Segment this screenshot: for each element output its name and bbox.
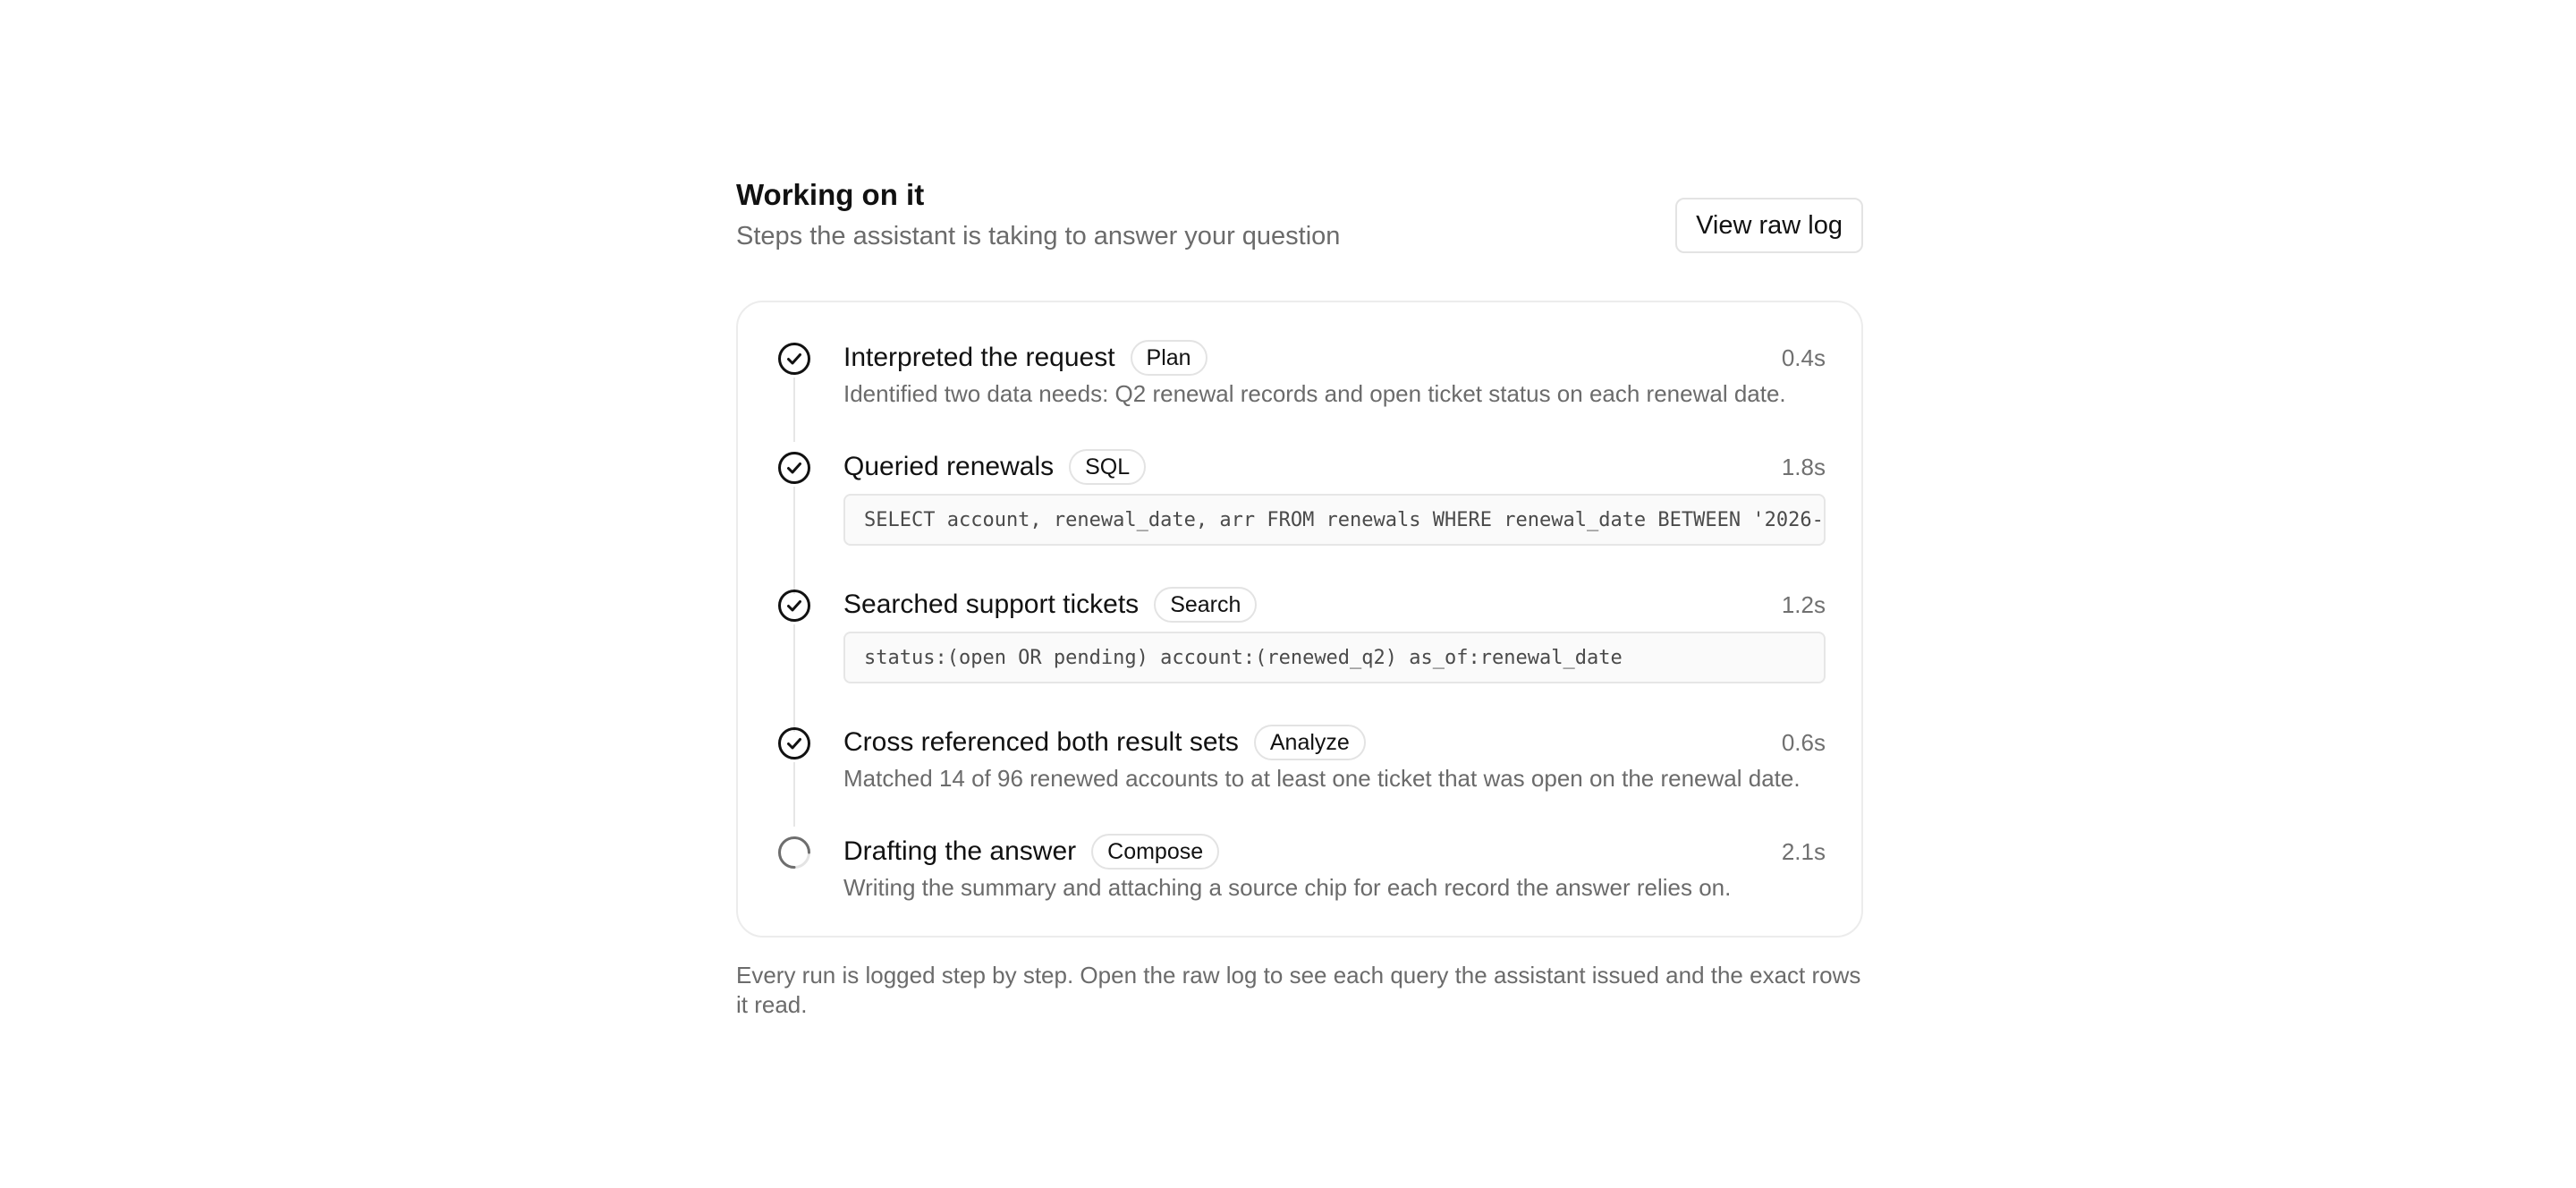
- step-detail: Identified two data needs: Q2 renewal records and open ticket status on each renewal date.: [843, 380, 1786, 407]
- panel-title: Working on it: [736, 178, 925, 211]
- panel-header: [736, 177, 1863, 276]
- step-tag: Analyze: [1254, 725, 1366, 760]
- check-circle-icon: [777, 726, 811, 760]
- step-duration: 1.8s: [1781, 454, 1826, 480]
- step-tag: SQL: [1069, 449, 1146, 485]
- step-title: Drafting the answer: [843, 836, 1077, 866]
- step-title: Cross referenced both result sets: [843, 727, 1239, 757]
- step-tag: Compose: [1091, 834, 1219, 870]
- run-steps-panel: [736, 177, 1863, 1018]
- check-circle-icon: [777, 342, 811, 376]
- step-duration: 1.2s: [1781, 591, 1826, 618]
- step-detail: Matched 14 of 96 renewed accounts to at least one ticket that was open on the renewal date.: [843, 765, 1801, 792]
- footnote: Every run is logged step by step. Open the raw log to see each query the assistant issued and the exact rows it read.: [736, 962, 1861, 1018]
- step-connector: [793, 762, 795, 827]
- check-circle-icon: [777, 451, 811, 485]
- step-duration: 0.6s: [1781, 729, 1826, 756]
- step-title: Queried renewals: [843, 452, 1055, 481]
- sql-query-code: [843, 494, 1826, 546]
- step-tag: Search: [1154, 587, 1257, 623]
- step-duration: 2.1s: [1781, 838, 1826, 865]
- panel-subtitle: Steps the assistant is taking to answer your question: [736, 222, 1341, 250]
- code-text: status:(open OR pending) account:(renewed_q2) as_of:renewal_date: [864, 646, 1623, 669]
- step-connector: [793, 378, 795, 442]
- check-circle-icon: [777, 589, 811, 623]
- code-text: SELECT account, renewal_date, arr FROM renewals WHERE renewal_date BETWEEN '2026-: [864, 508, 1824, 531]
- step-connector: [793, 624, 795, 732]
- step-connector: [793, 487, 795, 594]
- step-title: Searched support tickets: [843, 590, 1140, 619]
- step-title: Interpreted the request: [843, 343, 1115, 372]
- steps-card: [736, 301, 1863, 938]
- step-duration: 0.4s: [1781, 344, 1826, 371]
- spinner-icon: [777, 836, 811, 870]
- step-detail: Writing the summary and attaching a source chip for each record the answer relies on.: [843, 874, 1732, 901]
- view-raw-log-button[interactable]: View raw log: [1675, 198, 1863, 253]
- step-tag: Plan: [1131, 340, 1208, 376]
- search-query-code: [843, 632, 1826, 683]
